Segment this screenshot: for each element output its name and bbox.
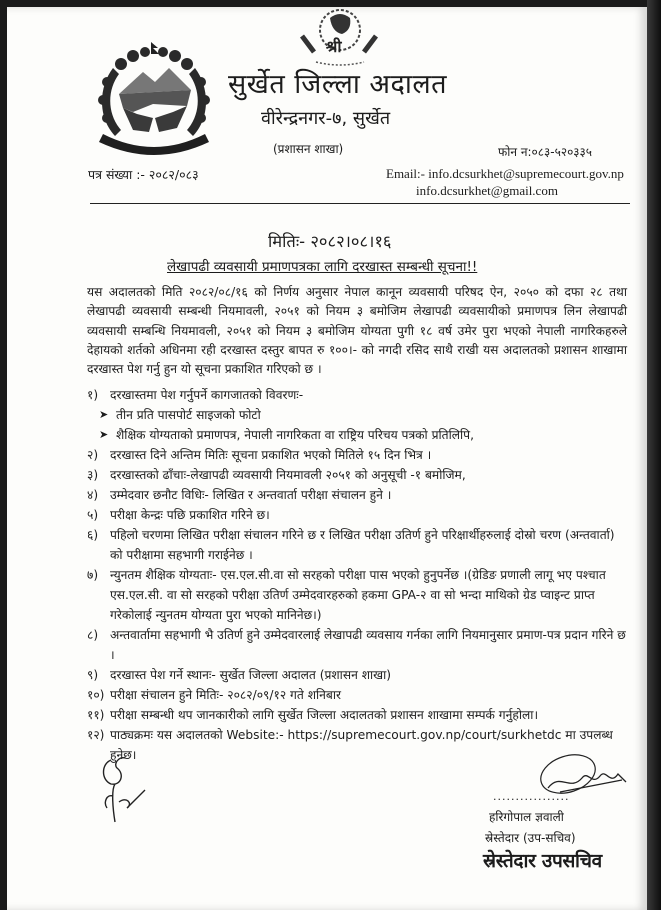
list-item-number: ८) xyxy=(87,628,99,642)
email-secondary[interactable]: info.dcsurkhet@gmail.com xyxy=(416,183,558,198)
list-item-number: ४) xyxy=(87,488,99,502)
list-item xyxy=(87,685,642,705)
list-item-number: ६) xyxy=(87,528,99,542)
scan-edge-shadow xyxy=(647,0,661,910)
list-item xyxy=(87,665,642,685)
notice-body: यस अदालतको मिति २०८२/०८/१६ को निर्णय अनुसार नेपाल कानून व्यवसायी परिषद ऐन, २०५० को दफा २८ तथा लेखापढी व्यवसायी सम्बन्धी नियमावली, २०५१ को नियम ३ बमोजिम लेखापढी व्यवसायीको प्रमाणपत्र लिन लेखापढी व्यवसायी सम्बन्धि नियमावली, २०५१ को नियम ३ बमोजिम योग्यता पुगी १८ वर्ष उमेर पुरा भएको नेपाली नागरिकहरुले देहायको शर्तको अधिनमा रही दरखास्त दस्तुर बापत रु १००।- को नगदी रसिद साथै राखी यस अदालतको प्रशासन शाखामा दरखास्त पेश गर्नु हुन यो सूचना प्रकाशित गरिएको छ । xyxy=(87,285,627,377)
signature-line: ................. xyxy=(493,790,570,803)
list-item-text: दरखास्तको ढाँचाः-लेखापढी व्यवसायी नियमावली २०५१ को अनुसूची -१ बमोजिम, xyxy=(110,468,466,482)
list-item xyxy=(87,525,630,565)
email-primary[interactable]: Email:- info.dcsurkhet@supremecourt.gov.np xyxy=(386,166,624,181)
header-divider xyxy=(90,203,630,204)
signer-title: स्रेस्तेदार (उप-सचिव) xyxy=(485,831,576,845)
court-name: सुर्खेत जिल्ला अदालत xyxy=(228,69,448,100)
list-item-text: दरखास्त दिने अन्तिम मितिः सूचना प्रकाशित भएको मितिले १५ दिन भित्र । xyxy=(110,448,432,462)
court-branch: (प्रशासन शाखा) xyxy=(273,142,344,156)
list-item xyxy=(87,625,630,665)
list-item-number: १२) xyxy=(87,728,105,742)
list-item-number: ५) xyxy=(87,508,99,522)
list-item-number: १०) xyxy=(87,688,105,702)
nepal-flag-icon xyxy=(151,42,159,54)
requirements-list xyxy=(87,385,642,765)
initials-signature xyxy=(97,750,177,830)
list-item xyxy=(87,445,642,465)
notice-subject: लेखापढी व्यवसायी प्रमाणपत्रका लागि दरखास्त सम्बन्धी सूचना!! xyxy=(167,259,478,275)
list-item-text: न्युनतम शैक्षिक योग्यताः- एस.एल.सी.वा सो सरहको परीक्षा पास भएको हुनुपर्नेछ ।(ग्रेडिङ प्रणाली लागू भए पश्चात एस.एल.सी. वा सो सरहको परीक्षा उतिर्ण उम्मेदवारहरुको हकमा GPA-२ वा सो भन्दा माथिको ग्रेड प्वाइन्ट प्राप्त गरेकोलाई न्युनतम योग्यता पुरा भएको मानिनेछ।) xyxy=(110,568,606,622)
list-item xyxy=(87,465,642,485)
nepal-emblem-logo xyxy=(93,38,215,156)
list-item xyxy=(87,505,642,525)
list-item-text: दरखास्तमा पेश गर्नुपर्ने कागजातको विवरणः- xyxy=(110,388,304,402)
court-address: वीरेन्द्रनगर-७, सुर्खेत xyxy=(261,108,391,129)
list-item-text: पाठ्यक्रमः यस अदालतको Website:- https://supremecourt.gov.np/court/surkhetdc मा उपलब्ध हुनेछ। xyxy=(110,728,613,762)
list-item-text: दरखास्त पेश गर्ने स्थानः- सुर्खेत जिल्ला अदालत (प्रशासन शाखा) xyxy=(110,668,392,682)
list-item-text: उम्मेदवार छनौट विधिः- लिखित र अन्तवार्ता परीक्षा संचालन हुने । xyxy=(110,488,392,502)
king-portrait-stamp xyxy=(292,8,382,70)
notice-date: मितिः- २०८२।०८।१६ xyxy=(268,232,392,251)
sub-list-item-text: तीन प्रति पासपोर्ट साइजको फोटो xyxy=(116,408,261,422)
list-item-number: ७) xyxy=(87,568,99,582)
phone-number: फोन न:०८३-५२०३३५ xyxy=(498,145,593,159)
list-item-text: पहिलो चरणमा लिखित परीक्षा संचालन गरिने छ र लिखित परीक्षा उतिर्ण हुने परिक्षार्थीहरुलाई दोस्रो चरण (अन्तवार्ता) को परीक्षामा सहभागी गराईनेछ । xyxy=(110,528,615,562)
list-item-number: १) xyxy=(87,388,99,402)
motto-ribbon xyxy=(99,134,209,155)
list-item xyxy=(87,705,642,725)
list-item-number: ११) xyxy=(87,708,105,722)
list-item xyxy=(87,385,642,405)
list-item-text: अन्तवार्तामा सहभागी भै उतिर्ण हुने उम्मेदवारलाई लेखापढी व्यवसाय गर्नका लागि नियमानुसार प्रमाण-पत्र प्रदान गरिने छ । xyxy=(110,628,626,662)
list-item xyxy=(87,485,642,505)
stamp-text: श्री xyxy=(326,37,342,56)
list-item-number: ३) xyxy=(87,468,99,482)
arrow-bullet-icon: ➤ xyxy=(99,428,109,441)
mountain-icon xyxy=(119,68,191,94)
reference-number: पत्र संख्या :- २०८२/०८३ xyxy=(88,167,199,182)
list-item-text: परीक्षा सम्बन्धी थप जानकारीको लागि सुर्खेत जिल्ला अदालतको प्रशासन शाखामा सम्पर्क गर्नुहोला। xyxy=(110,708,539,722)
list-item-number: ९) xyxy=(87,668,99,682)
list-item-text: परीक्षा संचालन हुने मितिः- २०८२/०९/१२ गते शनिबार xyxy=(110,688,342,702)
list-item-number: २) xyxy=(87,448,99,462)
list-item-text: परीक्षा केन्द्रः पछि प्रकाशित गरिने छ। xyxy=(110,508,270,522)
signer-name: हरिगोपाल ज्ञवाली xyxy=(489,810,564,824)
sub-list-item xyxy=(87,405,642,425)
sub-list-item-text: शैक्षिक योग्यताको प्रमाणपत्र, नेपाली नागरिकता वा राष्ट्रिय परिचय पत्रको प्रतिलिपि, xyxy=(116,428,474,442)
designation-stamp: स्रेस्तेदार उपसचिव xyxy=(483,850,602,872)
list-item xyxy=(87,565,630,625)
sub-list-item xyxy=(87,425,642,445)
arrow-bullet-icon: ➤ xyxy=(99,408,109,421)
